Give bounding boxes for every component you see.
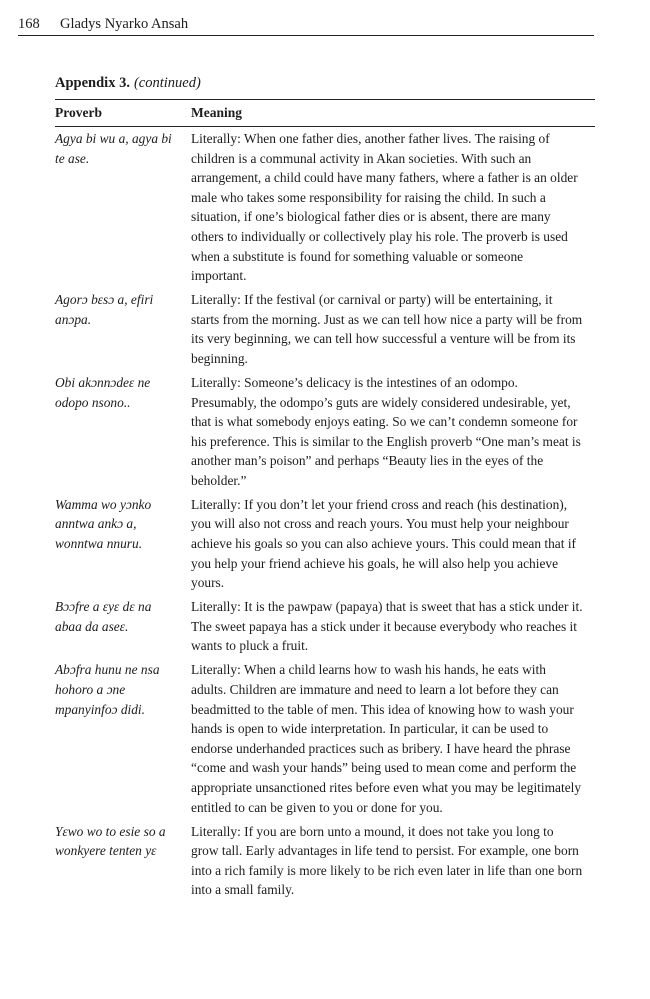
meaning-line: achieve his goals so you can also achieve yours. This could mean that if <box>191 536 577 552</box>
table-row <box>55 495 595 593</box>
proverb-line: wonntwa nnuru. <box>55 536 143 552</box>
proverb-cell <box>55 129 191 286</box>
proverb-line: Wamma wo yɔnko <box>55 496 152 512</box>
caption-label: Appendix 3. <box>55 75 130 91</box>
table-row <box>55 597 595 656</box>
proverb-line: te ase. <box>55 150 90 166</box>
proverb-cell <box>55 822 191 900</box>
proverb-line: anɔpa. <box>55 311 92 327</box>
meaning-line: starts from the morning. Just as we can tell how nice a party will be from <box>191 311 583 327</box>
proverb-line: Agya bi wu a, agya bi <box>55 131 172 146</box>
meaning-line: endorse underhanded practices such as bribery. I have heard the phrase <box>191 740 571 756</box>
meaning-line: Literally: When a child learns how to wash his hands, he eats with <box>191 662 546 678</box>
meaning-line: Literally: If you don’t let your friend cross and reach (his destination), <box>191 496 568 512</box>
meaning-line: adults. Children are immature and need to learn a lot before they can <box>191 681 559 697</box>
meaning-line: his preference. This is similar to the English proverb “One man’s meat is <box>191 433 581 449</box>
proverb-line: Obi akɔnnɔdeɛ ne <box>55 374 151 390</box>
meaning-line: you help your friend achieve his goals, he will also help you achieve <box>191 555 559 571</box>
meaning-line: you will also not cross and reach yours. You must help your neighbour <box>191 516 569 532</box>
meaning-cell <box>191 597 586 656</box>
table-row <box>55 373 595 491</box>
proverb-line: mpanyinfoɔ didi. <box>55 701 146 717</box>
meaning-line: another man’s poison” and perhaps “Beauty lies in the eyes of the <box>191 453 544 469</box>
meaning-line: beginning. <box>191 350 248 366</box>
column-header-meaning: Meaning <box>191 105 243 120</box>
meaning-line: others to individually or collectively play his role. The proverb is used <box>191 228 568 244</box>
table-row <box>55 660 595 817</box>
meaning-line: The sweet papaya has a stick under it because everybody who reaches it <box>191 618 577 634</box>
meaning-line: yours. <box>191 575 225 591</box>
proverb-line: Abɔfra hunu ne nsa <box>55 662 160 678</box>
table-row <box>55 129 595 286</box>
column-header-proverb: Proverb <box>55 105 102 120</box>
meaning-line: wants to pluck a fruit. <box>191 638 309 654</box>
running-head-author: Gladys Nyarko Ansah <box>60 16 189 32</box>
meaning-line: into a rich family is more likely to be rich even later in life than one born <box>191 862 583 878</box>
proverb-cell <box>55 660 191 817</box>
table-caption <box>55 73 201 93</box>
table-row <box>55 290 595 368</box>
proverb-line: Bɔɔfre a ɛyɛ dɛ na <box>55 599 152 615</box>
meaning-line: Literally: It is the pawpaw (papaya) that is sweet that has a stick under it. <box>191 599 583 615</box>
meaning-line: when a substitute is found for something valuable or someone <box>191 248 524 264</box>
meaning-line: into a small family. <box>191 882 295 898</box>
meaning-cell <box>191 129 586 286</box>
proverb-line: wonkyere tenten yɛ <box>55 843 157 859</box>
caption-continued: (continued) <box>133 75 201 91</box>
meaning-line: beholder.” <box>191 472 247 488</box>
page-number: 168 <box>18 16 40 32</box>
meaning-line: “come and wash your hands” being used to mean come and perform the <box>191 760 577 776</box>
meaning-line: hands is open to wide interpretation. In particular, it can be used to <box>191 721 549 737</box>
running-head <box>18 14 594 34</box>
meaning-line: its very beginning, we can tell how successful a venture will be from its <box>191 331 576 347</box>
meaning-line: important. <box>191 268 247 284</box>
proverb-cell <box>55 597 191 656</box>
header-rule <box>18 35 594 36</box>
proverb-cell <box>55 290 191 368</box>
meaning-cell <box>191 373 586 491</box>
proverb-line: Yɛwo wo to esie so a <box>55 823 166 839</box>
proverb-line: hohoro a ɔne <box>55 681 126 697</box>
proverb-line: abaa da aseɛ. <box>55 618 129 634</box>
meaning-line: beadmitted to the table of men. This idea of knowing how to wash your <box>191 701 574 717</box>
meaning-line: grow tall. Early advantages in life tend to persist. For example, one born <box>191 843 579 859</box>
table-body <box>55 129 595 900</box>
meaning-line: entitled to can be given to you or done for you. <box>191 799 443 815</box>
table-top-rule <box>55 99 595 100</box>
proverb-cell <box>55 373 191 491</box>
meaning-line: Literally: When one father dies, another father lives. The raising of <box>191 131 550 146</box>
meaning-line: situation, if one’s biological father dies or is absent, there are many <box>191 209 551 225</box>
meaning-line: Literally: If the festival (or carnival or party) will be entertaining, it <box>191 292 553 308</box>
meaning-line: children is a communal activity in Akan societies. With such an <box>191 150 532 166</box>
proverb-line: anntwa ankɔ a, <box>55 516 137 532</box>
meaning-cell <box>191 822 586 900</box>
meaning-line: that is what somebody enjoys eating. So we can’t condemn someone for <box>191 414 578 430</box>
proverb-line: odopo nsono.. <box>55 394 131 410</box>
meaning-line: Literally: If you are born unto a mound, it does not take you long to <box>191 823 554 839</box>
table-row <box>55 822 595 900</box>
meaning-line: appropriate unsanctioned rites before even what you may be legitimately <box>191 779 582 795</box>
table-header-rule <box>55 126 595 127</box>
meaning-line: male who takes some responsibility for raising the child. In such a <box>191 189 546 205</box>
meaning-line: arrangement, a child could have many fathers, where a father is an older <box>191 170 578 186</box>
proverb-cell <box>55 495 191 593</box>
meaning-line: Literally: Someone’s delicacy is the intestines of an odompo. <box>191 374 518 390</box>
meaning-line: Presumably, the odompo’s guts are widely considered undesirable, yet, <box>191 394 571 410</box>
meaning-cell <box>191 290 586 368</box>
proverb-line: Agorɔ bɛsɔ a, efiri <box>55 292 154 308</box>
meaning-cell <box>191 495 586 593</box>
meaning-cell <box>191 660 586 817</box>
